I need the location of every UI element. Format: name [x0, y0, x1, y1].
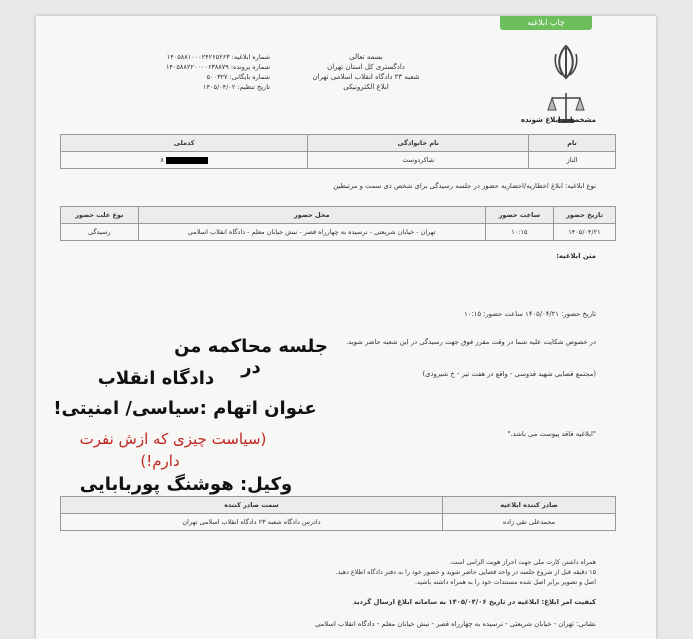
court-line-3: ابلاغ الکترونیکی	[343, 83, 389, 91]
header-hearing-date: تاریخ حضور	[553, 207, 615, 224]
issuer-table	[60, 496, 616, 531]
archive-number: شماره بایگانی: ۵۰۰۳۲۷	[206, 73, 270, 81]
judicial-complex-line: (مجتمع قضایی شهید قدوسی - واقع در هفت تیر - خ شیرودی)	[422, 370, 596, 378]
overlay-line-3: عنوان اتهام :سیاسی/ امنیتی!	[53, 398, 317, 419]
recipient-last-name: شاکردوست	[308, 152, 529, 169]
complaint-line: در خصوص شکایت علیه شما در وقت مقرر فوق جهت رسیدگی در این شعبه حاضر شوید.	[345, 338, 596, 346]
header-first-name: نام	[529, 135, 616, 152]
header-issuer-title: سمت صادر کننده	[61, 497, 443, 514]
overlay-line-4: (سیاست چیزی که ازش نفرت	[79, 430, 267, 448]
issue-date: تاریخ تنظیم: ۱۴۰۵/۰۴/۰۲	[203, 83, 270, 91]
court-header	[296, 52, 436, 92]
hearing-location: تهران - خیابان شریعتی - نرسیده به چهارراه قصر - نبش خیابان معلم - دادگاه انقلاب اسلامی	[138, 224, 485, 241]
recipient-section-title: مشخصات ابلاغ شونده	[520, 116, 596, 124]
notice-number: شماره ابلاغیه: ۱۴۰۵۸۸۱۰۰۰۲۴۲۶۵۲۶۳	[166, 53, 270, 61]
header-national-id: کدملی	[61, 135, 308, 152]
hearing-reason: رسیدگی	[61, 224, 139, 241]
court-line-2: شعبه ۲۳ دادگاه انقلاب اسلامی تهران	[312, 73, 420, 81]
basmala: بسمه تعالی	[349, 53, 383, 61]
notice-type: نوع ابلاغیه: ابلاغ اخطاریه/احضاریه حضور در جلسه رسیدگی برای شخص ذی سمت و مرتبطین	[333, 182, 596, 190]
overlay-line-5: دارم!)	[140, 452, 180, 470]
notice-metadata	[100, 52, 270, 92]
notes-list	[236, 558, 596, 588]
case-number: شماره پرونده: ۱۴۰۵۸۸۲۲۰۰۰۰۶۳۸۸۷۹	[165, 63, 270, 71]
note-item: همراه داشتن کارت ملی جهت احراز هویت الزامی است.	[449, 559, 596, 566]
print-button[interactable]: چاپ ابلاغیه	[500, 16, 592, 30]
hearing-date: ۱۴۰۵/۰۴/۲۱	[553, 224, 615, 241]
court-summons-document	[36, 16, 656, 639]
hearing-time: ۱۰:۱۵	[485, 224, 553, 241]
hearing-date-line: تاریخ حضور: ۱۴۰۵/۰۴/۲۱ ساعت حضور: ۱۰:۱۵	[464, 310, 596, 318]
notice-text-label: متن ابلاغیه:	[556, 252, 596, 260]
recipient-national-id: ۸	[61, 152, 308, 169]
redaction-bar	[166, 157, 208, 164]
recipient-first-name: الناز	[529, 152, 616, 169]
header-hearing-time: ساعت حضور	[485, 207, 553, 224]
issuer-name: محمدعلی تقی زاده	[443, 514, 616, 531]
iran-emblem-icon	[546, 42, 586, 82]
header-last-name: نام خانوادگی	[308, 135, 529, 152]
header-hearing-reason: نوع علت حضور	[61, 207, 139, 224]
recipient-table	[60, 134, 616, 169]
overlay-line-2: دادگاه انقلاب	[97, 368, 215, 389]
header-hearing-location: محل حضور	[138, 207, 485, 224]
delivery-status: کیفیت امر ابلاغ: ابلاغیه در تاریخ ۱۴۰۵/۰۴/۰۶ به سامانه ابلاغ ارسال گردید	[353, 598, 596, 606]
note-item: اصل و تصویر برابر اصل شده مستندات خود را به همراه داشته باشید.	[415, 579, 596, 586]
note-item: ۱۵ دقیقه قبل از شروع جلسه در واحد قضایی حاضر شوید و حضور خود را به دفتر دادگاه اطلاع دهید.	[335, 569, 596, 576]
court-address: نشانی: تهران - خیابان شریعتی - نرسیده به چهارراه قصر - نبش خیابان معلم - دادگاه انقلاب اسلامی	[314, 620, 596, 628]
issuer-title: دادرس دادگاه شعبه ۲۳ دادگاه انقلاب اسلامی تهران	[61, 514, 443, 531]
overlay-line-6: وکیل: هوشنگ پوربابایی	[79, 474, 293, 495]
attachment-line: "ابلاغیه فاقد پیوست می باشد."	[507, 430, 596, 438]
overlay-line-1: جلسه محاکمه من در	[174, 336, 328, 378]
court-line-1: دادگستری کل استان تهران	[327, 63, 405, 71]
header-issuer: صادر کننده ابلاغیه	[443, 497, 616, 514]
hearing-table	[60, 206, 616, 241]
